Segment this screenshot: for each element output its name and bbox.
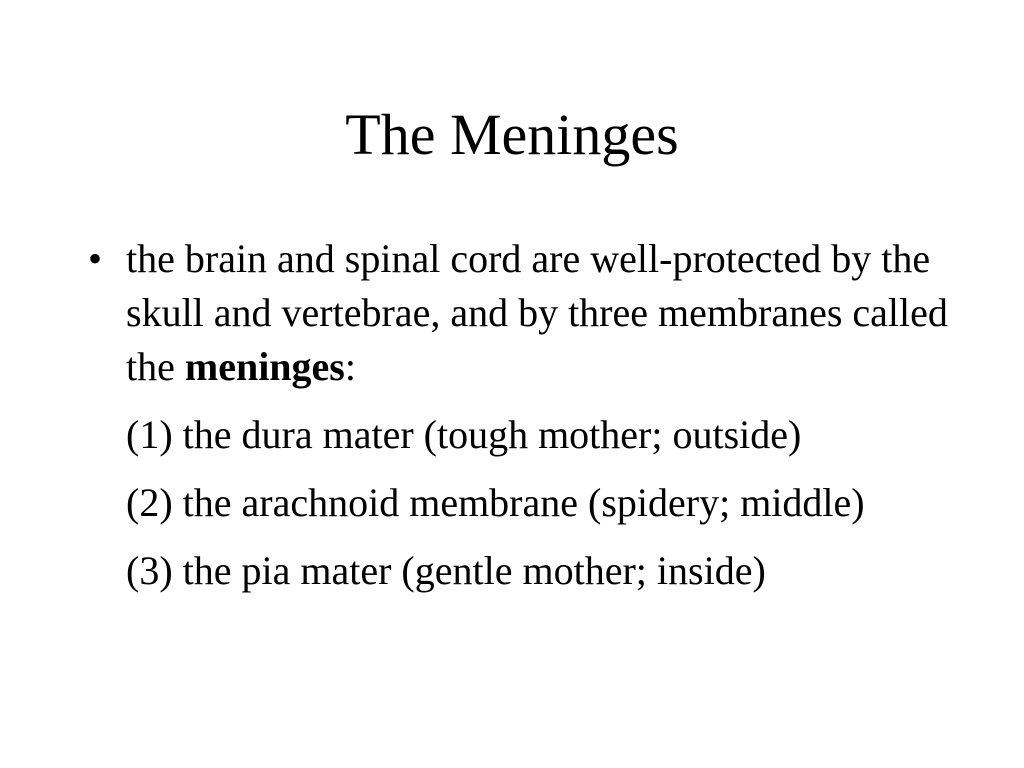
slide-body <box>88 232 988 598</box>
bold-term: meninges <box>184 344 345 389</box>
bullet-item <box>88 232 988 394</box>
sub-item-dura-mater: (1) the dura mater (tough mother; outside) <box>126 412 802 457</box>
sub-item-arachnoid-membrane: (2) the arachnoid membrane (spidery; middle) <box>126 480 865 525</box>
sub-item-pia-mater: (3) the pia mater (gentle mother; inside) <box>126 548 766 593</box>
bullet-text-after: : <box>344 344 356 389</box>
bullet-text <box>126 232 988 394</box>
bullet-text-before: the brain and spinal cord are well-protected by the skull and vertebrae, and by three membranes called the <box>126 236 948 389</box>
bullet-icon: • <box>88 236 103 281</box>
slide-title: The Meninges <box>345 102 679 167</box>
